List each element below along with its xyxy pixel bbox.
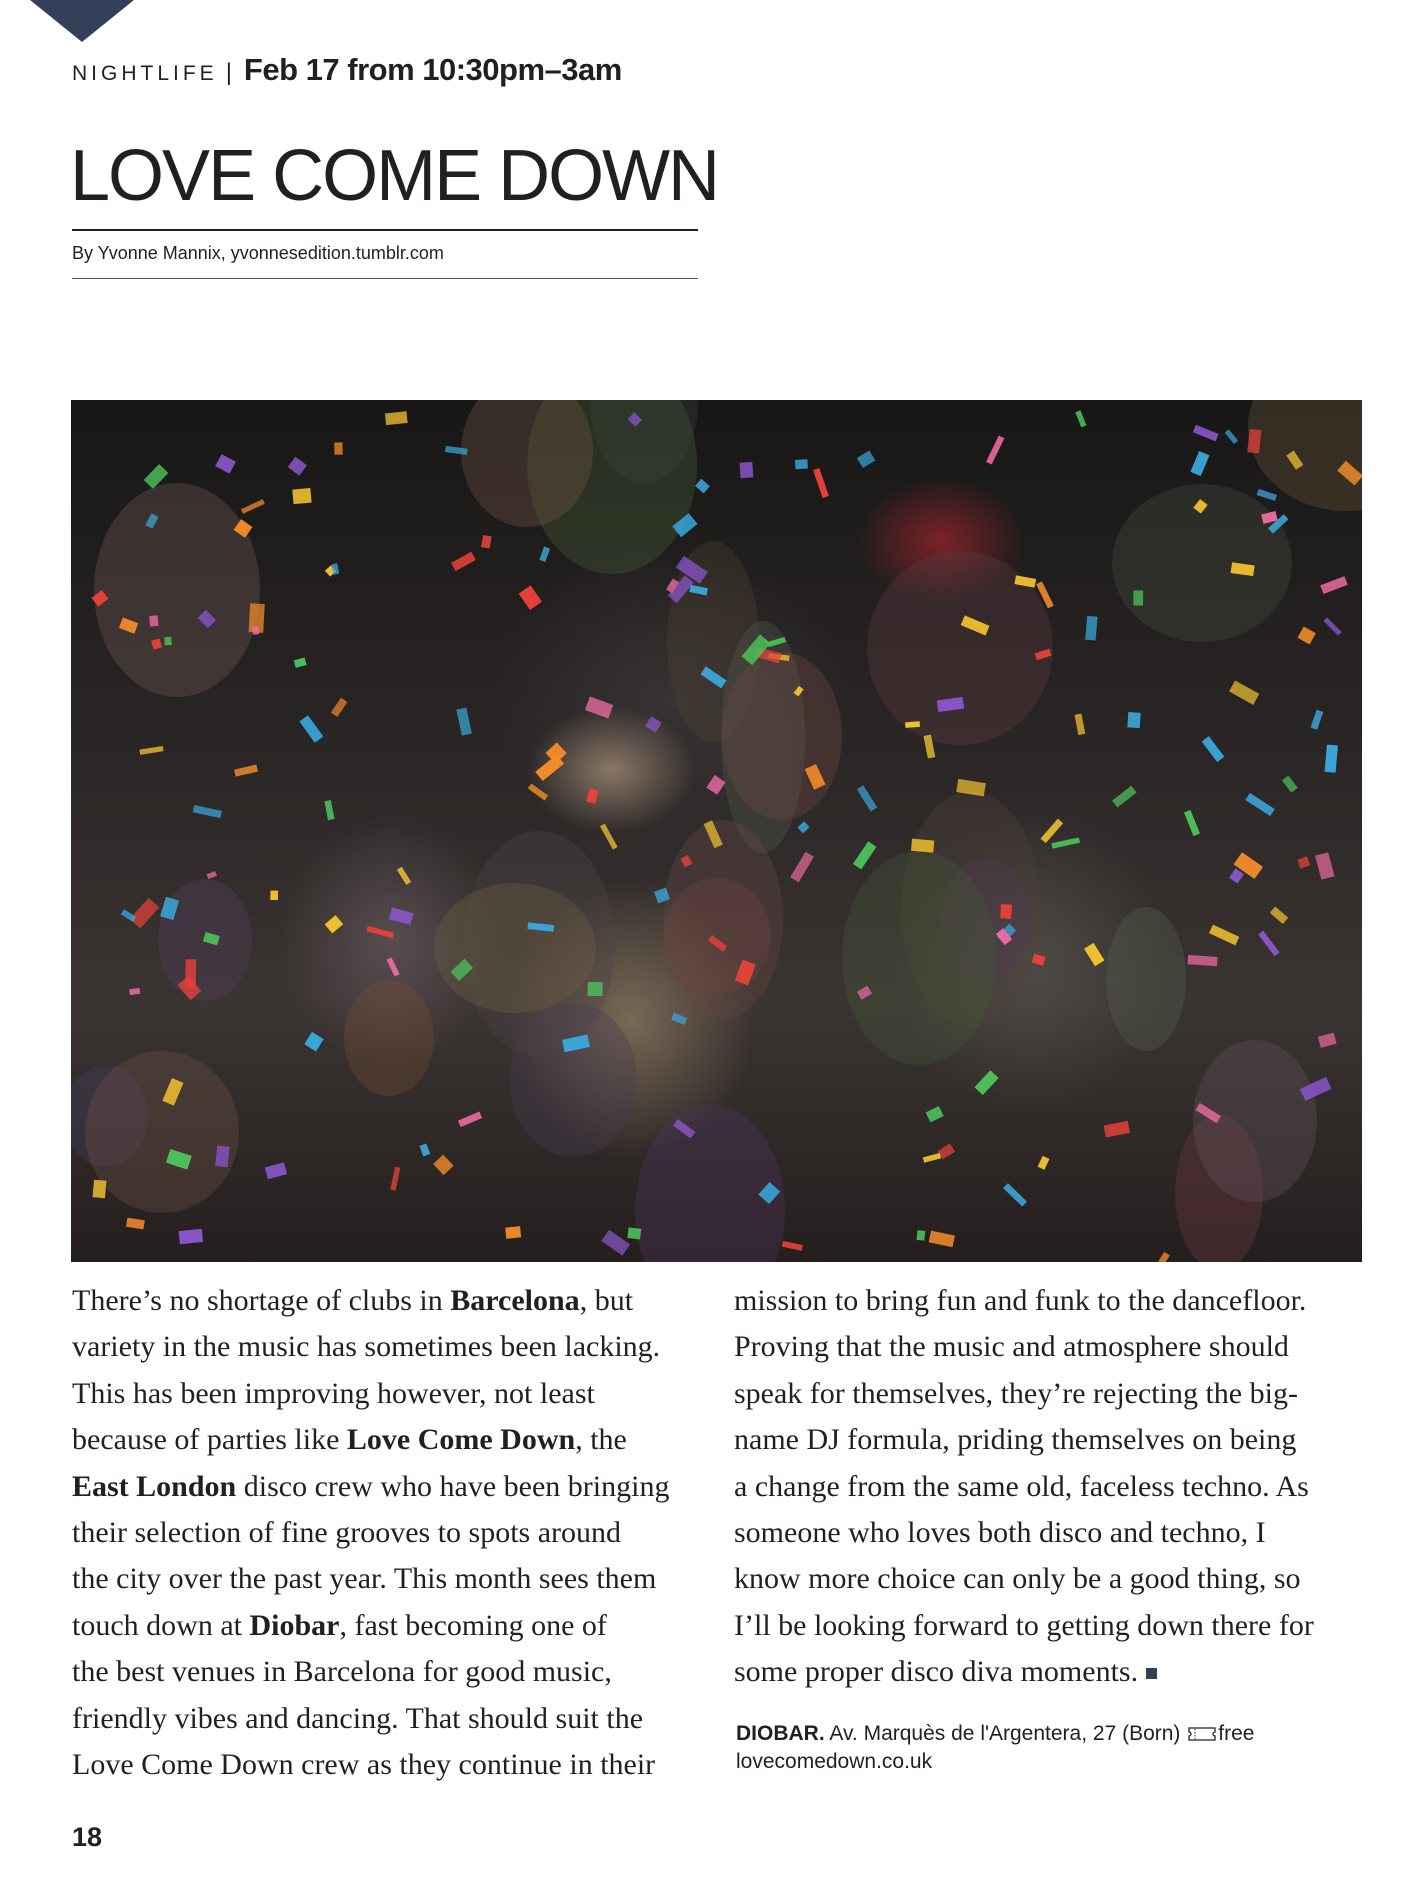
section-label: NIGHTLIFE (72, 62, 218, 85)
ticket-price: free (1218, 1722, 1255, 1745)
ticket-icon (1188, 1727, 1216, 1741)
confetti-piece (481, 535, 492, 549)
confetti-piece (1258, 931, 1279, 957)
confetti-piece (139, 746, 163, 755)
body-paragraph-continued (734, 1278, 1374, 1696)
confetti-piece (451, 552, 476, 571)
confetti-piece (331, 698, 348, 717)
confetti-piece (1225, 429, 1239, 444)
confetti-piece (926, 1106, 944, 1122)
confetti-piece (304, 1032, 323, 1052)
body-text: speak for themselves, they’re rejecting the big- (734, 1376, 1298, 1410)
body-text: , fast becoming one of (339, 1608, 607, 1642)
body-line (734, 1556, 1374, 1602)
confetti-piece (456, 708, 472, 736)
confetti-piece (1193, 425, 1219, 442)
body-text: their selection of fine grooves to spots around (72, 1516, 622, 1550)
body-text: because of parties like (72, 1423, 347, 1457)
confetti-piece (706, 775, 725, 795)
confetti-piece (121, 909, 136, 922)
confetti-layer (71, 400, 1362, 1262)
confetti-piece (917, 1230, 926, 1241)
confetti-piece (325, 915, 344, 933)
confetti-piece (929, 1231, 955, 1248)
confetti-piece (1040, 819, 1063, 844)
confetti-piece (600, 824, 618, 850)
confetti-piece (390, 1167, 400, 1191)
person-silhouette (94, 483, 260, 697)
person-silhouette (1193, 1040, 1317, 1202)
body-line (72, 1556, 712, 1602)
corner-tab (30, 0, 134, 42)
confetti-piece (299, 715, 323, 743)
confetti-piece (1318, 1033, 1337, 1048)
confetti-piece (1188, 955, 1218, 966)
confetti-piece (546, 742, 567, 763)
confetti-piece (1202, 736, 1225, 762)
confetti-piece (234, 765, 258, 777)
confetti-piece (1245, 793, 1274, 816)
confetti-piece (857, 785, 877, 811)
confetti-piece (1270, 906, 1288, 923)
confetti-piece (1324, 617, 1342, 635)
body-text: variety in the music has sometimes been lacking. (72, 1330, 661, 1364)
confetti-piece (601, 1230, 630, 1256)
body-text: the city over the past year. This month sees them (72, 1562, 657, 1596)
body-text: mission to bring fun and funk to the dancefloor. (734, 1284, 1307, 1317)
confetti-piece (586, 788, 598, 804)
body-line (72, 1278, 712, 1324)
venue-name: DIOBAR. (736, 1722, 825, 1745)
confetti-piece (185, 959, 196, 987)
confetti-piece (334, 442, 342, 454)
body-text: disco crew who have been bringing (236, 1469, 670, 1503)
confetti-piece (782, 1241, 803, 1251)
body-text: , but (579, 1284, 634, 1317)
event-date: Feb 17 from 10:30pm–3am (243, 52, 622, 87)
person-silhouette (85, 1051, 239, 1213)
title-rule (72, 229, 698, 231)
confetti-piece (797, 821, 809, 833)
body-text: a change from the same old, faceless techno. As (734, 1469, 1309, 1503)
confetti-piece (1325, 745, 1338, 773)
confetti-piece (292, 488, 311, 504)
confetti-piece (505, 1226, 521, 1239)
article-body-column-1 (72, 1278, 712, 1788)
body-text: I’ll be looking forward to getting down there for (734, 1608, 1314, 1642)
confetti-piece (366, 926, 394, 938)
body-text: Proving that the music and atmosphere should (734, 1330, 1289, 1364)
kicker-separator: | (225, 59, 232, 86)
body-line (72, 1696, 712, 1742)
venue-info (736, 1720, 1336, 1776)
confetti-piece (1190, 451, 1209, 476)
confetti-piece (1127, 712, 1140, 728)
body-text: the best venues in Barcelona for good music, (72, 1655, 612, 1689)
body-emphasis: East London (72, 1469, 237, 1503)
page-number: 18 (72, 1822, 103, 1852)
person-silhouette (842, 851, 996, 1065)
body-text: touch down at (72, 1608, 250, 1642)
confetti-piece (179, 1229, 204, 1245)
body-line (72, 1603, 712, 1649)
body-line (734, 1371, 1374, 1417)
confetti-piece (389, 907, 414, 925)
confetti-piece (1184, 810, 1200, 836)
confetti-piece (986, 436, 1004, 465)
confetti-piece (1209, 925, 1239, 946)
confetti-piece (387, 957, 400, 976)
confetti-piece (853, 841, 876, 869)
confetti-piece (1104, 1121, 1130, 1138)
confetti-piece (149, 615, 158, 626)
confetti-piece (645, 716, 662, 733)
confetti-piece (857, 450, 875, 467)
confetti-piece (241, 499, 265, 514)
body-line (72, 1742, 712, 1788)
body-line (72, 1371, 712, 1417)
confetti-piece (585, 696, 613, 718)
body-line (72, 1649, 712, 1695)
confetti-piece (397, 867, 411, 885)
confetti-piece (588, 982, 603, 996)
body-text: name DJ formula, priding themselves on being (734, 1423, 1297, 1457)
person-silhouette (663, 820, 783, 1018)
body-emphasis: Love Come Down (346, 1423, 576, 1457)
confetti-piece (695, 479, 710, 494)
crowd-dancing-confetti-photo (71, 400, 1362, 1262)
confetti-piece (1282, 775, 1298, 792)
confetti-piece (1298, 627, 1316, 645)
confetti-piece (790, 852, 814, 883)
confetti-piece (739, 462, 753, 478)
confetti-piece (795, 459, 808, 469)
body-paragraph (72, 1278, 712, 1788)
venue-address: Av. Marquès de l'Argentera, 27 (Born) (824, 1722, 1181, 1745)
body-line (72, 1324, 712, 1370)
article-body-column-2 (734, 1278, 1374, 1696)
confetti-piece (1038, 1156, 1050, 1170)
confetti-piece (1084, 943, 1104, 966)
confetti-piece (519, 585, 542, 610)
person-silhouette (722, 652, 842, 820)
confetti-piece (905, 721, 920, 728)
confetti-piece (813, 468, 829, 498)
end-of-article-mark (1146, 1668, 1157, 1679)
person-silhouette (1106, 907, 1186, 1051)
confetti-piece (1247, 429, 1261, 453)
body-text: know more choice can only be a good thing, so (734, 1562, 1301, 1596)
confetti-piece (193, 805, 222, 818)
confetti-piece (215, 1146, 229, 1168)
confetti-piece (1257, 489, 1277, 501)
confetti-piece (539, 546, 550, 562)
confetti-piece (1320, 576, 1348, 594)
body-line (734, 1649, 1374, 1695)
confetti-piece (1133, 590, 1143, 605)
body-text: some proper disco diva moments. (734, 1655, 1139, 1689)
confetti-piece (1051, 837, 1080, 848)
confetti-piece (126, 1218, 145, 1230)
person-silhouette (434, 883, 596, 1013)
confetti-piece (1032, 954, 1046, 966)
confetti-piece (1075, 410, 1086, 427)
confetti-piece (385, 411, 408, 425)
confetti-piece (164, 637, 172, 646)
confetti-piece (528, 783, 548, 800)
confetti-piece (324, 800, 334, 820)
confetti-piece (1153, 1252, 1170, 1262)
confetti-piece (627, 1227, 641, 1239)
confetti-piece (206, 871, 216, 879)
confetti-piece (265, 1162, 287, 1179)
confetti-piece (1085, 616, 1097, 641)
confetti-piece (252, 626, 259, 635)
confetti-piece (419, 1143, 430, 1156)
body-emphasis: Diobar (249, 1608, 340, 1642)
website-link[interactable]: lovecomedown.co.uk (736, 1750, 933, 1773)
confetti-piece (215, 454, 236, 474)
person-silhouette (635, 1105, 785, 1262)
confetti-piece (911, 839, 934, 853)
body-line (734, 1417, 1374, 1463)
body-text: , the (575, 1423, 627, 1457)
body-line (72, 1510, 712, 1556)
confetti-piece (1311, 710, 1324, 730)
body-line (72, 1464, 712, 1510)
body-text: friendly vibes and dancing. That should suit the (72, 1701, 644, 1735)
confetti-piece (130, 898, 160, 929)
body-line (734, 1510, 1374, 1556)
body-line (72, 1417, 712, 1463)
confetti-piece (1000, 904, 1012, 919)
body-line (734, 1278, 1374, 1324)
confetti-piece (671, 1013, 687, 1026)
confetti-piece (458, 1112, 482, 1128)
confetti-piece (1003, 1183, 1027, 1206)
confetti-piece (1112, 786, 1137, 808)
body-text: Love Come Down crew as they continue in their (72, 1748, 656, 1782)
body-line (734, 1603, 1374, 1649)
confetti-piece (1297, 856, 1310, 869)
body-text: someone who loves both disco and techno, I (734, 1516, 1266, 1550)
article-title: LOVE COME DOWN (70, 136, 719, 216)
confetti-piece (433, 1155, 454, 1176)
body-emphasis: Barcelona (450, 1284, 580, 1317)
confetti-piece (1229, 868, 1244, 883)
confetti-piece (129, 988, 140, 995)
body-text: This has been improving however, not least (72, 1376, 595, 1410)
confetti-piece (1315, 852, 1335, 879)
body-line (734, 1464, 1374, 1510)
body-text: There’s no shortage of clubs in (72, 1284, 451, 1317)
confetti-piece (288, 457, 307, 476)
venue-line (736, 1720, 1336, 1748)
kicker (72, 52, 622, 92)
confetti-piece (270, 891, 278, 901)
byline: By Yvonne Mannix, yvonnesedition.tumblr.com (72, 243, 444, 263)
confetti-piece (294, 657, 307, 667)
person-silhouette (509, 1003, 637, 1157)
byline-rule (72, 278, 698, 279)
confetti-piece (1074, 714, 1085, 736)
person-silhouette (344, 980, 434, 1096)
confetti-piece (923, 1153, 941, 1163)
confetti-piece (1229, 680, 1259, 704)
confetti-piece (974, 1070, 998, 1095)
confetti-piece (93, 1180, 107, 1199)
body-line (734, 1324, 1374, 1370)
